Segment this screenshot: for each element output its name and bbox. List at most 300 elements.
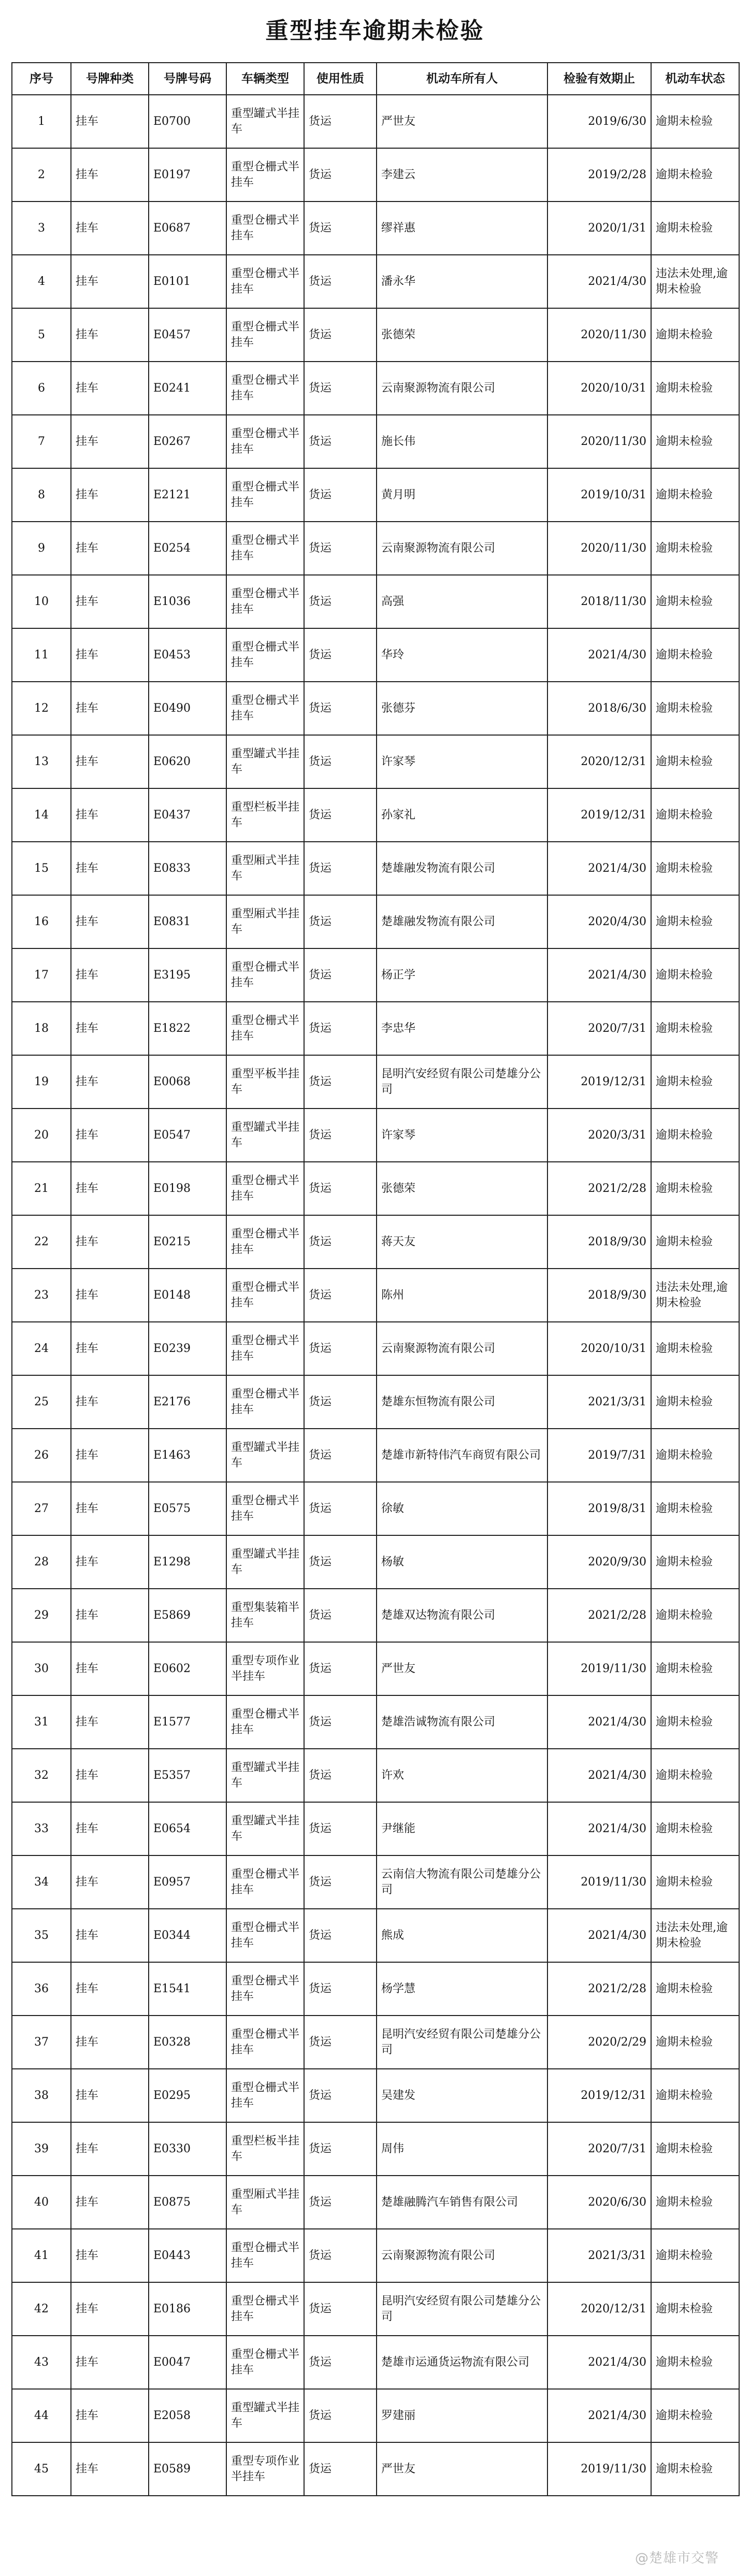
inspection-expiry-cell: 2020/11/30 — [547, 308, 651, 362]
owner-cell: 云南聚源物流有限公司 — [377, 1322, 547, 1375]
table-row — [12, 1269, 739, 1322]
usage-cell: 货运 — [304, 842, 377, 895]
table-row — [12, 362, 739, 415]
usage-cell: 货运 — [304, 2336, 377, 2389]
row-index: 34 — [12, 1855, 71, 1909]
row-index: 25 — [12, 1375, 71, 1429]
table-row — [12, 1322, 739, 1375]
row-index: 22 — [12, 1215, 71, 1269]
vehicle-status-cell: 逾期未检验 — [651, 2336, 739, 2389]
plate-number-cell: E1822 — [149, 1002, 226, 1055]
inspection-expiry-cell: 2018/6/30 — [547, 682, 651, 735]
row-index: 4 — [12, 255, 71, 308]
usage-cell: 货运 — [304, 1109, 377, 1162]
vehicle-status-cell: 逾期未检验 — [651, 362, 739, 415]
row-index: 12 — [12, 682, 71, 735]
vehicle-status-cell: 逾期未检验 — [651, 2442, 739, 2496]
row-index: 33 — [12, 1802, 71, 1855]
plate-kind-cell: 挂车 — [71, 1909, 149, 1962]
table-row — [12, 1162, 739, 1215]
plate-number-cell: E3195 — [149, 948, 226, 1002]
plate-kind-cell: 挂车 — [71, 202, 149, 255]
plate-kind-cell: 挂车 — [71, 1855, 149, 1909]
plate-kind-cell: 挂车 — [71, 575, 149, 628]
usage-cell: 货运 — [304, 1909, 377, 1962]
owner-cell: 昆明汽安经贸有限公司楚雄分公司 — [377, 2016, 547, 2069]
inspection-expiry-cell: 2019/12/31 — [547, 2069, 651, 2122]
plate-number-cell: E0344 — [149, 1909, 226, 1962]
vehicle-type-cell: 重型仓栅式半挂车 — [226, 628, 304, 682]
vehicle-type-cell: 重型专项作业半挂车 — [226, 2442, 304, 2496]
row-index: 14 — [12, 788, 71, 842]
vehicle-type-cell: 重型平板半挂车 — [226, 1055, 304, 1109]
vehicle-status-cell: 逾期未检验 — [651, 1482, 739, 1535]
vehicle-type-cell: 重型罐式半挂车 — [226, 1429, 304, 1482]
owner-cell: 昆明汽安经贸有限公司楚雄分公司 — [377, 1055, 547, 1109]
row-index: 31 — [12, 1695, 71, 1749]
usage-cell: 货运 — [304, 2282, 377, 2336]
table-row — [12, 2442, 739, 2496]
inspection-expiry-cell: 2019/11/30 — [547, 2442, 651, 2496]
owner-cell: 许家琴 — [377, 735, 547, 788]
usage-cell: 货运 — [304, 2122, 377, 2176]
table-row — [12, 1695, 739, 1749]
table-row — [12, 2336, 739, 2389]
vehicle-status-cell: 逾期未检验 — [651, 2229, 739, 2282]
row-index: 16 — [12, 895, 71, 948]
plate-number-cell: E0833 — [149, 842, 226, 895]
usage-cell: 货运 — [304, 1002, 377, 1055]
vehicle-type-cell: 重型罐式半挂车 — [226, 1802, 304, 1855]
usage-cell: 货运 — [304, 1589, 377, 1642]
inspection-expiry-cell: 2019/12/31 — [547, 788, 651, 842]
table-row — [12, 788, 739, 842]
row-index: 39 — [12, 2122, 71, 2176]
plate-number-cell: E1463 — [149, 1429, 226, 1482]
table-row — [12, 1429, 739, 1482]
table-row — [12, 1535, 739, 1589]
table-row — [12, 1855, 739, 1909]
vehicle-status-cell: 逾期未检验 — [651, 95, 739, 148]
plate-number-cell: E0148 — [149, 1269, 226, 1322]
vehicle-type-cell: 重型仓栅式半挂车 — [226, 415, 304, 468]
owner-cell: 高强 — [377, 575, 547, 628]
vehicle-type-cell: 重型罐式半挂车 — [226, 1535, 304, 1589]
plate-number-cell: E0328 — [149, 2016, 226, 2069]
vehicle-type-cell: 重型仓栅式半挂车 — [226, 682, 304, 735]
vehicle-type-cell: 重型罐式半挂车 — [226, 95, 304, 148]
inspection-expiry-cell: 2019/10/31 — [547, 468, 651, 522]
plate-kind-cell: 挂车 — [71, 1802, 149, 1855]
vehicle-type-cell: 重型集装箱半挂车 — [226, 1589, 304, 1642]
vehicle-status-cell: 逾期未检验 — [651, 682, 739, 735]
plate-number-cell: E0700 — [149, 95, 226, 148]
inspection-expiry-cell: 2021/4/30 — [547, 1909, 651, 1962]
vehicle-type-cell: 重型仓栅式半挂车 — [226, 255, 304, 308]
plate-kind-cell: 挂车 — [71, 1109, 149, 1162]
vehicle-status-cell: 逾期未检验 — [651, 1962, 739, 2016]
plate-number-cell: E1577 — [149, 1695, 226, 1749]
row-index: 35 — [12, 1909, 71, 1962]
usage-cell: 货运 — [304, 788, 377, 842]
vehicle-status-cell: 逾期未检验 — [651, 1322, 739, 1375]
table-row — [12, 1482, 739, 1535]
vehicle-type-cell: 重型厢式半挂车 — [226, 895, 304, 948]
usage-cell: 货运 — [304, 1535, 377, 1589]
plate-kind-cell: 挂车 — [71, 1162, 149, 1215]
row-index: 20 — [12, 1109, 71, 1162]
vehicle-status-cell: 逾期未检验 — [651, 948, 739, 1002]
owner-cell: 云南聚源物流有限公司 — [377, 2229, 547, 2282]
inspection-expiry-cell: 2020/1/31 — [547, 202, 651, 255]
inspection-expiry-cell: 2018/9/30 — [547, 1215, 651, 1269]
vehicle-status-cell: 逾期未检验 — [651, 202, 739, 255]
vehicle-status-cell: 违法未处理,逾期未检验 — [651, 255, 739, 308]
vehicle-type-cell: 重型仓栅式半挂车 — [226, 1002, 304, 1055]
inspection-expiry-cell: 2021/4/30 — [547, 628, 651, 682]
vehicle-type-cell: 重型罐式半挂车 — [226, 1749, 304, 1802]
usage-cell: 货运 — [304, 362, 377, 415]
row-index: 42 — [12, 2282, 71, 2336]
vehicle-type-cell: 重型仓栅式半挂车 — [226, 1482, 304, 1535]
vehicle-status-cell: 逾期未检验 — [651, 308, 739, 362]
usage-cell: 货运 — [304, 1962, 377, 2016]
vehicle-type-cell: 重型仓栅式半挂车 — [226, 1695, 304, 1749]
vehicle-status-cell: 逾期未检验 — [651, 1642, 739, 1695]
owner-cell: 云南聚源物流有限公司 — [377, 522, 547, 575]
vehicle-status-cell: 逾期未检验 — [651, 575, 739, 628]
plate-kind-cell: 挂车 — [71, 682, 149, 735]
row-index: 18 — [12, 1002, 71, 1055]
inspection-expiry-cell: 2021/2/28 — [547, 1962, 651, 2016]
owner-cell: 许欢 — [377, 1749, 547, 1802]
vehicle-status-cell: 逾期未检验 — [651, 468, 739, 522]
plate-number-cell: E0254 — [149, 522, 226, 575]
plate-kind-cell: 挂车 — [71, 1215, 149, 1269]
vehicle-type-cell: 重型仓栅式半挂车 — [226, 1269, 304, 1322]
vehicle-status-cell: 逾期未检验 — [651, 1215, 739, 1269]
table-row — [12, 2016, 739, 2069]
owner-cell: 楚雄融发物流有限公司 — [377, 842, 547, 895]
inspection-expiry-cell: 2020/12/31 — [547, 735, 651, 788]
vehicle-type-cell: 重型仓栅式半挂车 — [226, 1322, 304, 1375]
inspection-expiry-cell: 2020/6/30 — [547, 2176, 651, 2229]
table-row — [12, 842, 739, 895]
plate-number-cell: E0215 — [149, 1215, 226, 1269]
plate-number-cell: E0687 — [149, 202, 226, 255]
usage-cell: 货运 — [304, 895, 377, 948]
vehicle-type-cell: 重型仓栅式半挂车 — [226, 148, 304, 202]
overdue-trailer-table — [11, 62, 740, 2496]
plate-kind-cell: 挂车 — [71, 1002, 149, 1055]
plate-kind-cell: 挂车 — [71, 522, 149, 575]
plate-kind-cell: 挂车 — [71, 308, 149, 362]
inspection-expiry-cell: 2019/11/30 — [547, 1855, 651, 1909]
row-index: 5 — [12, 308, 71, 362]
vehicle-status-cell: 逾期未检验 — [651, 1002, 739, 1055]
plate-number-cell: E0875 — [149, 2176, 226, 2229]
plate-number-cell: E0654 — [149, 1802, 226, 1855]
row-index: 40 — [12, 2176, 71, 2229]
header-plate-number: 号牌号码 — [149, 63, 226, 95]
table-row — [12, 95, 739, 148]
vehicle-status-cell: 违法未处理,逾期未检验 — [651, 1909, 739, 1962]
owner-cell: 华玲 — [377, 628, 547, 682]
plate-kind-cell: 挂车 — [71, 1375, 149, 1429]
plate-number-cell: E0437 — [149, 788, 226, 842]
inspection-expiry-cell: 2019/7/31 — [547, 1429, 651, 1482]
vehicle-type-cell: 重型仓栅式半挂车 — [226, 948, 304, 1002]
plate-number-cell: E0457 — [149, 308, 226, 362]
owner-cell: 严世友 — [377, 1642, 547, 1695]
plate-kind-cell: 挂车 — [71, 948, 149, 1002]
usage-cell: 货运 — [304, 1215, 377, 1269]
inspection-expiry-cell: 2021/4/30 — [547, 842, 651, 895]
vehicle-status-cell: 逾期未检验 — [651, 415, 739, 468]
owner-cell: 严世友 — [377, 2442, 547, 2496]
vehicle-type-cell: 重型厢式半挂车 — [226, 2176, 304, 2229]
owner-cell: 黄月明 — [377, 468, 547, 522]
plate-number-cell: E0620 — [149, 735, 226, 788]
inspection-expiry-cell: 2021/4/30 — [547, 255, 651, 308]
vehicle-type-cell: 重型仓栅式半挂车 — [226, 308, 304, 362]
plate-kind-cell: 挂车 — [71, 1695, 149, 1749]
inspection-expiry-cell: 2020/9/30 — [547, 1535, 651, 1589]
vehicle-type-cell: 重型罐式半挂车 — [226, 1109, 304, 1162]
owner-cell: 尹继能 — [377, 1802, 547, 1855]
owner-cell: 云南聚源物流有限公司 — [377, 362, 547, 415]
vehicle-type-cell: 重型仓栅式半挂车 — [226, 2069, 304, 2122]
usage-cell: 货运 — [304, 415, 377, 468]
inspection-expiry-cell: 2020/12/31 — [547, 2282, 651, 2336]
table-row — [12, 735, 739, 788]
usage-cell: 货运 — [304, 95, 377, 148]
plate-number-cell: E0186 — [149, 2282, 226, 2336]
owner-cell: 李建云 — [377, 148, 547, 202]
plate-kind-cell: 挂车 — [71, 2336, 149, 2389]
usage-cell: 货运 — [304, 468, 377, 522]
owner-cell: 严世友 — [377, 95, 547, 148]
inspection-expiry-cell: 2021/3/31 — [547, 1375, 651, 1429]
usage-cell: 货运 — [304, 1802, 377, 1855]
table-row — [12, 2229, 739, 2282]
usage-cell: 货运 — [304, 735, 377, 788]
usage-cell: 货运 — [304, 2069, 377, 2122]
plate-number-cell: E1036 — [149, 575, 226, 628]
vehicle-status-cell: 逾期未检验 — [651, 2389, 739, 2442]
vehicle-type-cell: 重型仓栅式半挂车 — [226, 1162, 304, 1215]
owner-cell: 杨正学 — [377, 948, 547, 1002]
row-index: 17 — [12, 948, 71, 1002]
vehicle-type-cell: 重型栏板半挂车 — [226, 788, 304, 842]
vehicle-status-cell: 逾期未检验 — [651, 522, 739, 575]
plate-number-cell: E0267 — [149, 415, 226, 468]
vehicle-type-cell: 重型仓栅式半挂车 — [226, 1909, 304, 1962]
vehicle-type-cell: 重型仓栅式半挂车 — [226, 2282, 304, 2336]
vehicle-status-cell: 逾期未检验 — [651, 1749, 739, 1802]
row-index: 15 — [12, 842, 71, 895]
usage-cell: 货运 — [304, 202, 377, 255]
inspection-expiry-cell: 2019/8/31 — [547, 1482, 651, 1535]
watermark: @楚雄市交警 — [634, 2551, 719, 2566]
row-index: 45 — [12, 2442, 71, 2496]
usage-cell: 货运 — [304, 628, 377, 682]
header-vehicle-type: 车辆类型 — [226, 63, 304, 95]
row-index: 24 — [12, 1322, 71, 1375]
plate-kind-cell: 挂车 — [71, 735, 149, 788]
owner-cell: 孙家礼 — [377, 788, 547, 842]
usage-cell: 货运 — [304, 682, 377, 735]
row-index: 21 — [12, 1162, 71, 1215]
vehicle-status-cell: 违法未处理,逾期未检验 — [651, 1269, 739, 1322]
vehicle-status-cell: 逾期未检验 — [651, 1429, 739, 1482]
vehicle-status-cell: 逾期未检验 — [651, 2069, 739, 2122]
row-index: 30 — [12, 1642, 71, 1695]
plate-kind-cell: 挂车 — [71, 255, 149, 308]
inspection-expiry-cell: 2018/9/30 — [547, 1269, 651, 1322]
table-row — [12, 2122, 739, 2176]
inspection-expiry-cell: 2020/7/31 — [547, 1002, 651, 1055]
plate-number-cell: E0831 — [149, 895, 226, 948]
owner-cell: 陈州 — [377, 1269, 547, 1322]
owner-cell: 周伟 — [377, 2122, 547, 2176]
table-row — [12, 2389, 739, 2442]
plate-kind-cell: 挂车 — [71, 2122, 149, 2176]
plate-kind-cell: 挂车 — [71, 2282, 149, 2336]
row-index: 23 — [12, 1269, 71, 1322]
table-row — [12, 1002, 739, 1055]
vehicle-status-cell: 逾期未检验 — [651, 1802, 739, 1855]
vehicle-status-cell: 逾期未检验 — [651, 628, 739, 682]
table-row — [12, 1962, 739, 2016]
row-index: 10 — [12, 575, 71, 628]
table-row — [12, 628, 739, 682]
plate-kind-cell: 挂车 — [71, 1055, 149, 1109]
owner-cell: 楚雄市运通货运物流有限公司 — [377, 2336, 547, 2389]
plate-kind-cell: 挂车 — [71, 2069, 149, 2122]
usage-cell: 货运 — [304, 1322, 377, 1375]
plate-kind-cell: 挂车 — [71, 2442, 149, 2496]
owner-cell: 楚雄融腾汽车销售有限公司 — [377, 2176, 547, 2229]
vehicle-status-cell: 逾期未检验 — [651, 1855, 739, 1909]
plate-number-cell: E0957 — [149, 1855, 226, 1909]
plate-kind-cell: 挂车 — [71, 1429, 149, 1482]
row-index: 19 — [12, 1055, 71, 1109]
vehicle-type-cell: 重型仓栅式半挂车 — [226, 1375, 304, 1429]
owner-cell: 楚雄双达物流有限公司 — [377, 1589, 547, 1642]
vehicle-type-cell: 重型仓栅式半挂车 — [226, 362, 304, 415]
plate-kind-cell: 挂车 — [71, 2389, 149, 2442]
vehicle-status-cell: 逾期未检验 — [651, 1375, 739, 1429]
inspection-expiry-cell: 2020/11/30 — [547, 522, 651, 575]
plate-kind-cell: 挂车 — [71, 2016, 149, 2069]
row-index: 27 — [12, 1482, 71, 1535]
table-row — [12, 1055, 739, 1109]
inspection-expiry-cell: 2021/4/30 — [547, 948, 651, 1002]
usage-cell: 货运 — [304, 1269, 377, 1322]
plate-number-cell: E0198 — [149, 1162, 226, 1215]
usage-cell: 货运 — [304, 1429, 377, 1482]
vehicle-status-cell: 逾期未检验 — [651, 895, 739, 948]
owner-cell: 张德荣 — [377, 308, 547, 362]
plate-kind-cell: 挂车 — [71, 1269, 149, 1322]
row-index: 29 — [12, 1589, 71, 1642]
row-index: 32 — [12, 1749, 71, 1802]
plate-number-cell: E0068 — [149, 1055, 226, 1109]
header-usage: 使用性质 — [304, 63, 377, 95]
vehicle-type-cell: 重型仓栅式半挂车 — [226, 2016, 304, 2069]
usage-cell: 货运 — [304, 2016, 377, 2069]
vehicle-type-cell: 重型罐式半挂车 — [226, 735, 304, 788]
table-row — [12, 202, 739, 255]
row-index: 41 — [12, 2229, 71, 2282]
plate-kind-cell: 挂车 — [71, 1962, 149, 2016]
header-vehicle-status: 机动车状态 — [651, 63, 739, 95]
vehicle-type-cell: 重型专项作业半挂车 — [226, 1642, 304, 1695]
plate-number-cell: E0589 — [149, 2442, 226, 2496]
plate-number-cell: E1541 — [149, 1962, 226, 2016]
owner-cell: 楚雄浩诚物流有限公司 — [377, 1695, 547, 1749]
owner-cell: 楚雄东恒物流有限公司 — [377, 1375, 547, 1429]
owner-cell: 楚雄融发物流有限公司 — [377, 895, 547, 948]
vehicle-status-cell: 逾期未检验 — [651, 2176, 739, 2229]
inspection-expiry-cell: 2021/4/30 — [547, 1695, 651, 1749]
owner-cell: 蒋天友 — [377, 1215, 547, 1269]
plate-kind-cell: 挂车 — [71, 628, 149, 682]
vehicle-type-cell: 重型仓栅式半挂车 — [226, 1962, 304, 2016]
usage-cell: 货运 — [304, 1695, 377, 1749]
owner-cell: 昆明汽安经贸有限公司楚雄分公司 — [377, 2282, 547, 2336]
row-index: 9 — [12, 522, 71, 575]
row-index: 36 — [12, 1962, 71, 2016]
inspection-expiry-cell: 2021/4/30 — [547, 1749, 651, 1802]
plate-kind-cell: 挂车 — [71, 148, 149, 202]
vehicle-type-cell: 重型厢式半挂车 — [226, 842, 304, 895]
usage-cell: 货运 — [304, 575, 377, 628]
vehicle-type-cell: 重型仓栅式半挂车 — [226, 575, 304, 628]
table-row — [12, 2176, 739, 2229]
vehicle-type-cell: 重型仓栅式半挂车 — [226, 2229, 304, 2282]
vehicle-status-cell: 逾期未检验 — [651, 2122, 739, 2176]
plate-number-cell: E0101 — [149, 255, 226, 308]
plate-kind-cell: 挂车 — [71, 415, 149, 468]
inspection-expiry-cell: 2021/3/31 — [547, 2229, 651, 2282]
table-row — [12, 2282, 739, 2336]
row-index: 38 — [12, 2069, 71, 2122]
vehicle-status-cell: 逾期未检验 — [651, 2282, 739, 2336]
row-index: 6 — [12, 362, 71, 415]
table-row — [12, 895, 739, 948]
owner-cell: 张德荣 — [377, 1162, 547, 1215]
table-row — [12, 1215, 739, 1269]
plate-kind-cell: 挂车 — [71, 788, 149, 842]
plate-number-cell: E2176 — [149, 1375, 226, 1429]
plate-kind-cell: 挂车 — [71, 362, 149, 415]
vehicle-status-cell: 逾期未检验 — [651, 788, 739, 842]
inspection-expiry-cell: 2019/6/30 — [547, 95, 651, 148]
table-row — [12, 308, 739, 362]
plate-number-cell: E0443 — [149, 2229, 226, 2282]
vehicle-status-cell: 逾期未检验 — [651, 2016, 739, 2069]
plate-number-cell: E0295 — [149, 2069, 226, 2122]
table-row — [12, 1109, 739, 1162]
inspection-expiry-cell: 2020/10/31 — [547, 362, 651, 415]
usage-cell: 货运 — [304, 2389, 377, 2442]
owner-cell: 张德芬 — [377, 682, 547, 735]
usage-cell: 货运 — [304, 522, 377, 575]
row-index: 1 — [12, 95, 71, 148]
inspection-expiry-cell: 2021/4/30 — [547, 2389, 651, 2442]
